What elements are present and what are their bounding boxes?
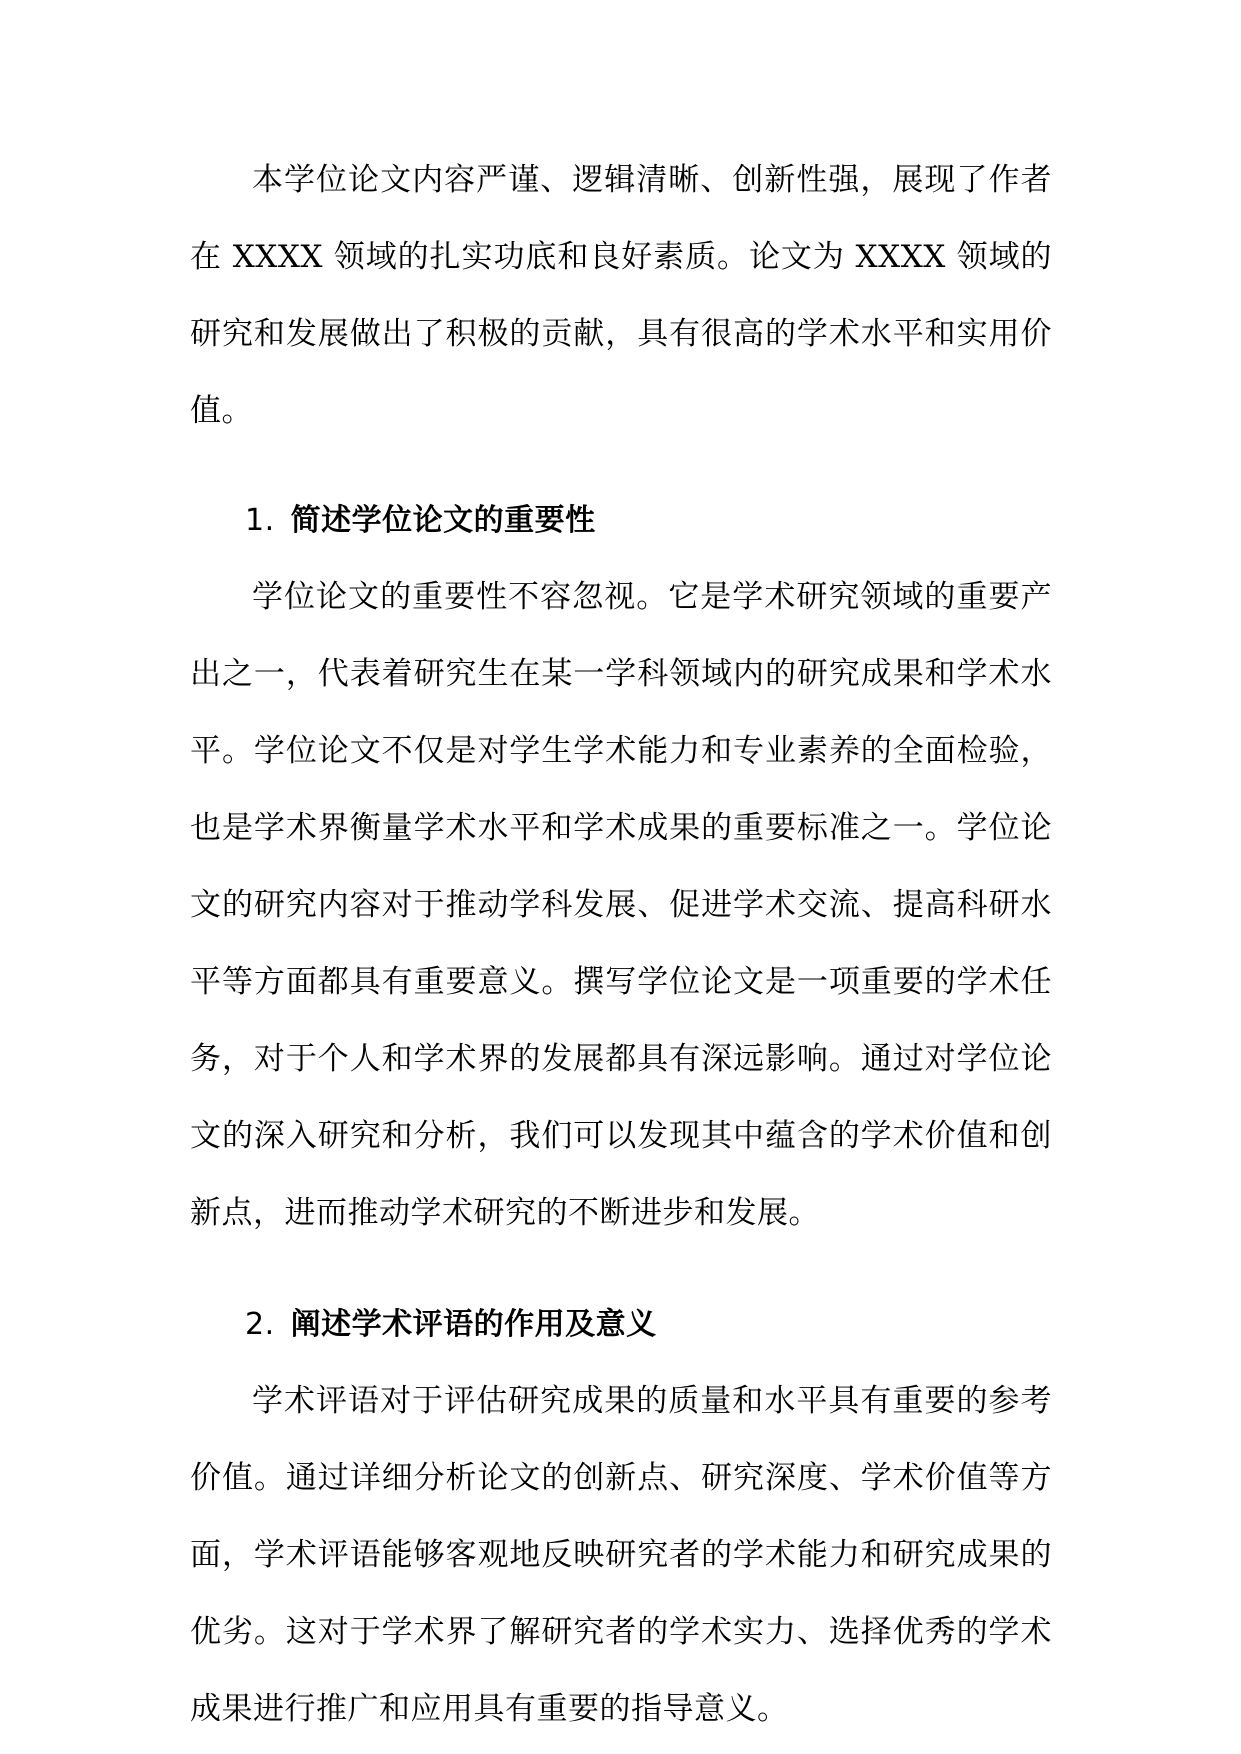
section-2-heading [190, 1286, 1052, 1363]
spacer [190, 1252, 1052, 1286]
section-1-number: 1. [245, 503, 275, 538]
section-1-heading [190, 482, 1052, 559]
spacer [190, 450, 1052, 482]
section-1-body: 学位论文的重要性不容忽视。它是学术研究领域的重要产出之一，代表着研究生在某一学科领域内的研究成果和学术水平。学位论文不仅是对学生学术能力和专业素养的全面检验，也是学术界衡量学术水平和学术成果的重要标准之一。学位论文的研究内容对于推动学科发展、促进学术交流、提高科研水平等方面都具有重要意义。撰写学位论文是一项重要的学术任务，对于个人和学术界的发展都具有深远影响。通过对学位论文的深入研究和分析，我们可以发现其中蕴含的学术价值和创新点，进而推动学术研究的不断进步和发展。 [190, 579, 1052, 1231]
document-content [190, 142, 1052, 1748]
section-2-title: 阐述学术评语的作用及意义 [290, 1307, 657, 1342]
section-1-title: 简述学位论文的重要性 [290, 503, 596, 538]
intro-paragraph: 本学位论文内容严谨、逻辑清晰、创新性强，展现了作者在 XXXX 领域的扎实功底和良好素质。论文为 XXXX 领域的研究和发展做出了积极的贡献，具有很高的学术水平和实用价值。 [190, 162, 1052, 429]
section-2-body: 学术评语对于评估研究成果的质量和水平具有重要的参考价值。通过详细分析论文的创新点、研究深度、学术价值等方面，学术评语能够客观地反映研究者的学术能力和研究成果的优劣。这对于学术界了解研究者的学术实力、选择优秀的学术成果进行推广和应用具有重要的指导意义。 [190, 1383, 1052, 1727]
section-2-number: 2. [245, 1307, 275, 1342]
